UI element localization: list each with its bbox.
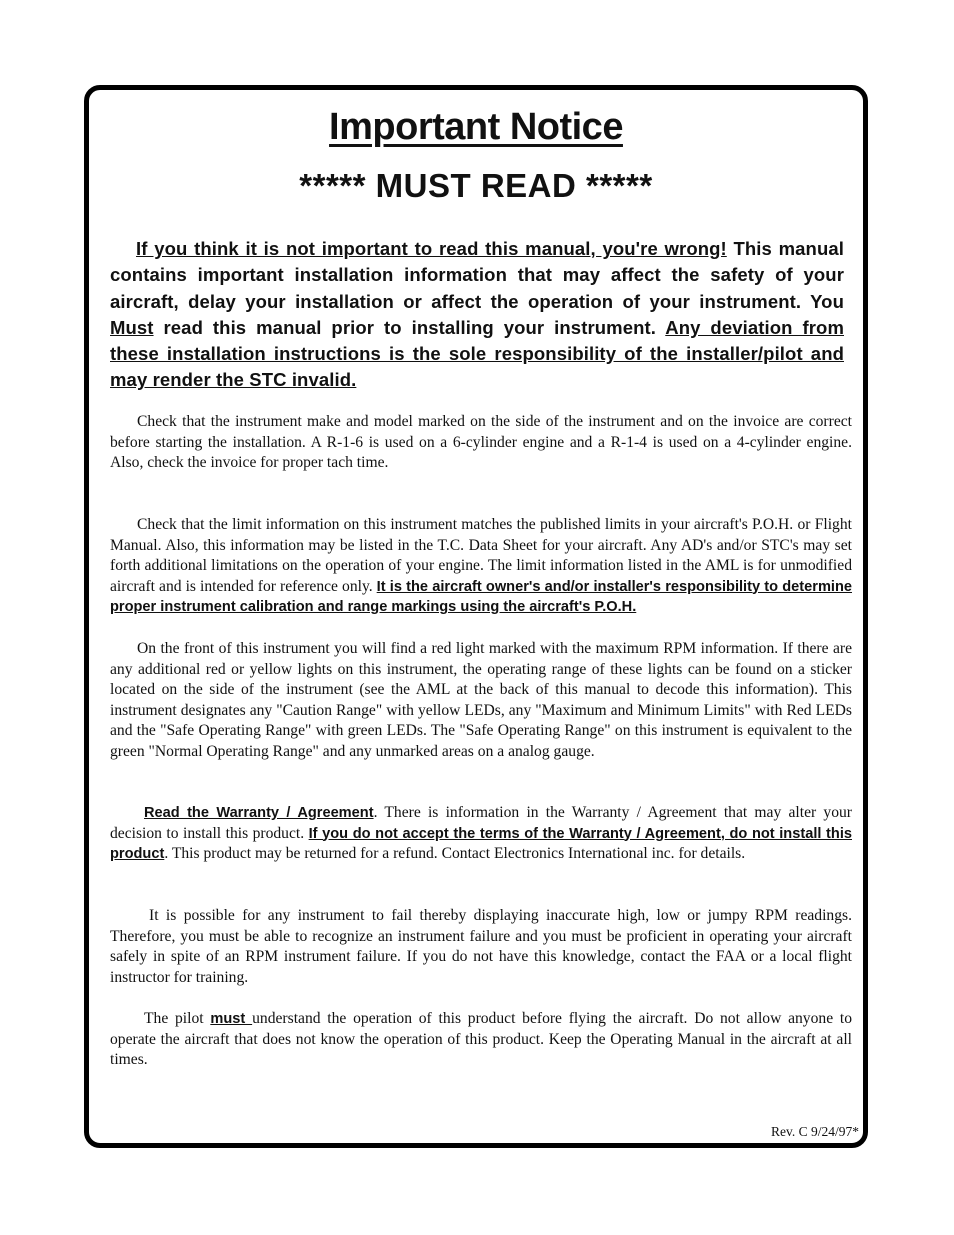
warranty-heading: Read the Warranty / Agreement	[144, 805, 374, 821]
paragraph-instrument-failure	[110, 906, 852, 988]
paragraph-model-check	[110, 412, 852, 474]
paragraph-text: The pilot	[144, 1010, 211, 1027]
pilot-must: must	[210, 1011, 253, 1027]
paragraph-red-light	[110, 639, 852, 762]
paragraph-warranty	[110, 803, 852, 865]
lead-text-a: This manual contains important installation information that may affect the safety of your aircraft, delay your installation or affect the operation of your instrument. You	[110, 238, 844, 312]
warranty-emphasis: If you do not accept the terms of the Warranty / Agreement, do not install this product	[110, 825, 852, 862]
lead-stc-warning: Any deviation from these installation instructions is the sole responsibility of the installer/pilot and may render the STC invalid.	[110, 316, 844, 391]
paragraph-text: It is possible for any instrument to fail thereby displaying inaccurate high, low or jumpy RPM readings. Therefore, you must be able to recognize an instrument failure and you must be proficient in operating your aircraft safely in spite of an RPM instrument failure. If you do not have this knowledge, contact the FAA or a local flight instructor for training.	[110, 907, 852, 986]
lead-text-b: read this manual prior to installing your instrument.	[153, 316, 666, 338]
revision-label: Rev. C 9/24/97*	[770, 1124, 859, 1139]
must-read-banner: ***** MUST READ *****	[299, 167, 653, 204]
paragraph-text: On the front of this instrument you will find a red light marked with the maximum RPM information. If there are any additional red or yellow lights on this instrument, the operating range of these lights can be found on a sticker located on the side of the instrument (see the AML at the back of this manual to decode this information). This instrument designates any "Caution Range" with yellow LEDs, any "Maximum and Minimum Limits" with Red LEDs and the "Safe Operating Range" with green LEDs. The "Safe Operating Range" on this instrument is equivalent to the green "Normal Operating Range" and any unmarked areas on a analog gauge.	[110, 640, 852, 760]
lead-must: Must	[110, 316, 154, 338]
paragraph-text: Check that the instrument make and model marked on the side of the instrument and on the invoice are correct before starting the installation. A R-1-6 is used on a 6-cylinder engine and a R-1-4 is used on a 4-cylinder engine. Also, check the invoice for proper tach time.	[110, 413, 852, 471]
paragraph-text: . This product may be returned for a refund. Contact Electronics International inc. for details.	[164, 845, 746, 862]
lead-warning	[110, 236, 844, 394]
paragraph-text: . There is information in the Warranty / Agreement that may alter your decision to install this product.	[110, 804, 852, 842]
paragraph-limit-info	[110, 515, 852, 618]
paragraph-text: understand the operation of this product before flying the aircraft. Do not allow anyone to operate the aircraft that does not know the operation of this product. Keep the Operating Manual in the aircraft at all times.	[110, 1010, 852, 1068]
notice-frame	[84, 85, 868, 1148]
paragraph-pilot-must	[110, 1009, 852, 1071]
paragraph-emphasis: It is the aircraft owner's and/or installer's responsibility to determine proper instrument calibration and range markings using the aircraft's P.O.H.	[110, 578, 852, 615]
paragraph-text: Check that the limit information on this instrument matches the published limits in your aircraft's P.O.H. or Flight Manual. Also, this information may be listed in the T.C. Data Sheet for your aircraft. Any AD's and/or STC's may set forth additional limitations on the operation of your engine. The limit information listed in the AML is for unmodified aircraft and is intended for reference only.	[110, 516, 852, 595]
page-title: Important Notice	[329, 106, 623, 148]
lead-line: If you think it is not important to read this manual, you're wrong!	[136, 238, 727, 259]
